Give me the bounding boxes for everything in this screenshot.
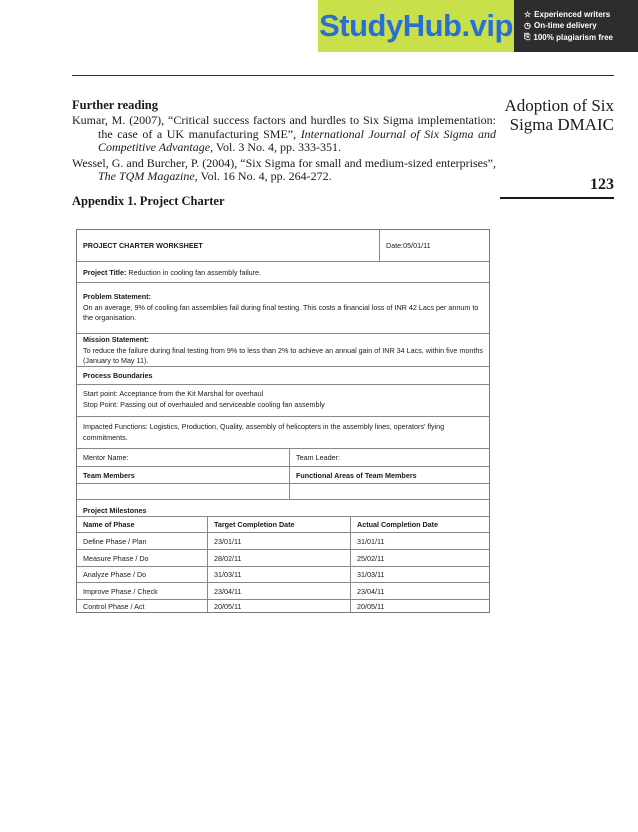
further-reading-heading: Further reading — [72, 98, 158, 112]
mentor-row — [77, 449, 489, 467]
team-leader: Team Leader: — [289, 449, 489, 466]
mission-row — [77, 334, 489, 367]
milestone-row: Define Phase / Plan 23/01/11 31/01/11 — [77, 533, 489, 550]
milestone-row: Improve Phase / Check 23/04/11 23/04/11 — [77, 583, 489, 600]
running-title: Adoption of Six Sigma DMAIC — [504, 96, 614, 134]
problem-row — [77, 283, 489, 334]
appendix-heading: Appendix 1. Project Charter — [72, 194, 225, 208]
milestone-col-phase: Name of Phase — [83, 520, 135, 529]
page-number-rule — [500, 197, 614, 199]
team-header-row — [77, 467, 489, 484]
boundaries-row — [77, 367, 489, 385]
team-empty-row — [77, 484, 489, 500]
start-stop-row — [77, 385, 489, 417]
milestone-row: Measure Phase / Do 28/02/11 25/02/11 — [77, 550, 489, 567]
banner-feature: ☆ Experienced writers — [524, 10, 611, 19]
reference-item: Wessel, G. and Burcher, P. (2004), “Six Sigma for small and medium-sized enterprises”, The TQM Magazine, Vol. 16 No. 4, pp. 264-272. — [72, 155, 496, 183]
impacted-row — [77, 417, 489, 449]
star-icon: ☆ — [524, 10, 532, 19]
page-number: 123 — [590, 176, 614, 193]
mission-text: To reduce the failure during final testing from 9% to less than 2% to achieve an annual gain of INR 34 Lacs, within five months (January to May 11). — [83, 345, 483, 365]
banner-feature: ⎘ 100% plagiarism free — [524, 32, 614, 42]
milestone-col-target: Target Completion Date — [207, 517, 350, 532]
boundaries-label: Process Boundaries — [83, 371, 153, 380]
project-title-label: Project Title: — [83, 267, 127, 277]
milestone-col-actual: Actual Completion Date — [350, 517, 489, 532]
reference-list — [72, 114, 496, 186]
milestone-header-row — [77, 517, 489, 533]
banner-features — [514, 0, 638, 52]
charter-title: PROJECT CHARTER WORKSHEET — [83, 241, 203, 250]
project-charter-table — [76, 229, 490, 613]
impacted-functions: Impacted Functions: Logistics, Production, Quality, assembly of helicopters in the assembly lines, operators’ flying commitments. — [83, 422, 445, 442]
ad-banner[interactable] — [318, 0, 638, 52]
document-icon: ⎘ — [524, 32, 531, 41]
studyhub-logo[interactable]: StudyHub.vip — [318, 0, 514, 52]
functional-areas-header: Functional Areas of Team Members — [289, 467, 489, 483]
charter-date: Date:05/01/11 — [379, 230, 489, 261]
start-point: Start point: Acceptance from the Kit Marshal for overhaul — [83, 389, 264, 398]
milestone-row: Analyze Phase / Do 31/03/11 31/03/11 — [77, 567, 489, 583]
milestones-label: Project Milestones — [83, 505, 147, 515]
milestones-row — [77, 500, 489, 517]
reference-item: Kumar, M. (2007), “Critical success factors and hurdles to Six Sigma implementation: the case of a UK manufacturing SME”, International Journal of Six Sigma and Competitive Advantage, Vol. 3 No. 4, pp. 333-351. — [72, 113, 497, 154]
mentor-name: Mentor Name: — [83, 453, 129, 462]
problem-label: Problem Statement: — [83, 292, 151, 301]
milestone-row: Control Phase / Act 20/05/11 20/05/11 — [77, 600, 489, 612]
project-title-row — [77, 262, 489, 283]
header-rule — [72, 75, 614, 76]
problem-text: On an average, 9% of cooling fan assemblies fail during final testing. This costs a financial loss of INR 42 Lacs per annum to the organisation. — [83, 302, 479, 322]
charter-title-row — [77, 230, 489, 262]
mission-label: Mission Statement: — [83, 335, 149, 344]
stop-point: Stop Point: Passing out of overhauled and serviceable cooling fan assembly — [83, 399, 325, 409]
banner-feature: ◷ On-time delivery — [524, 21, 597, 30]
clock-icon: ◷ — [524, 21, 531, 30]
team-members-header: Team Members — [83, 470, 135, 480]
project-title-value: Reduction in cooling fan assembly failure. — [126, 267, 262, 277]
